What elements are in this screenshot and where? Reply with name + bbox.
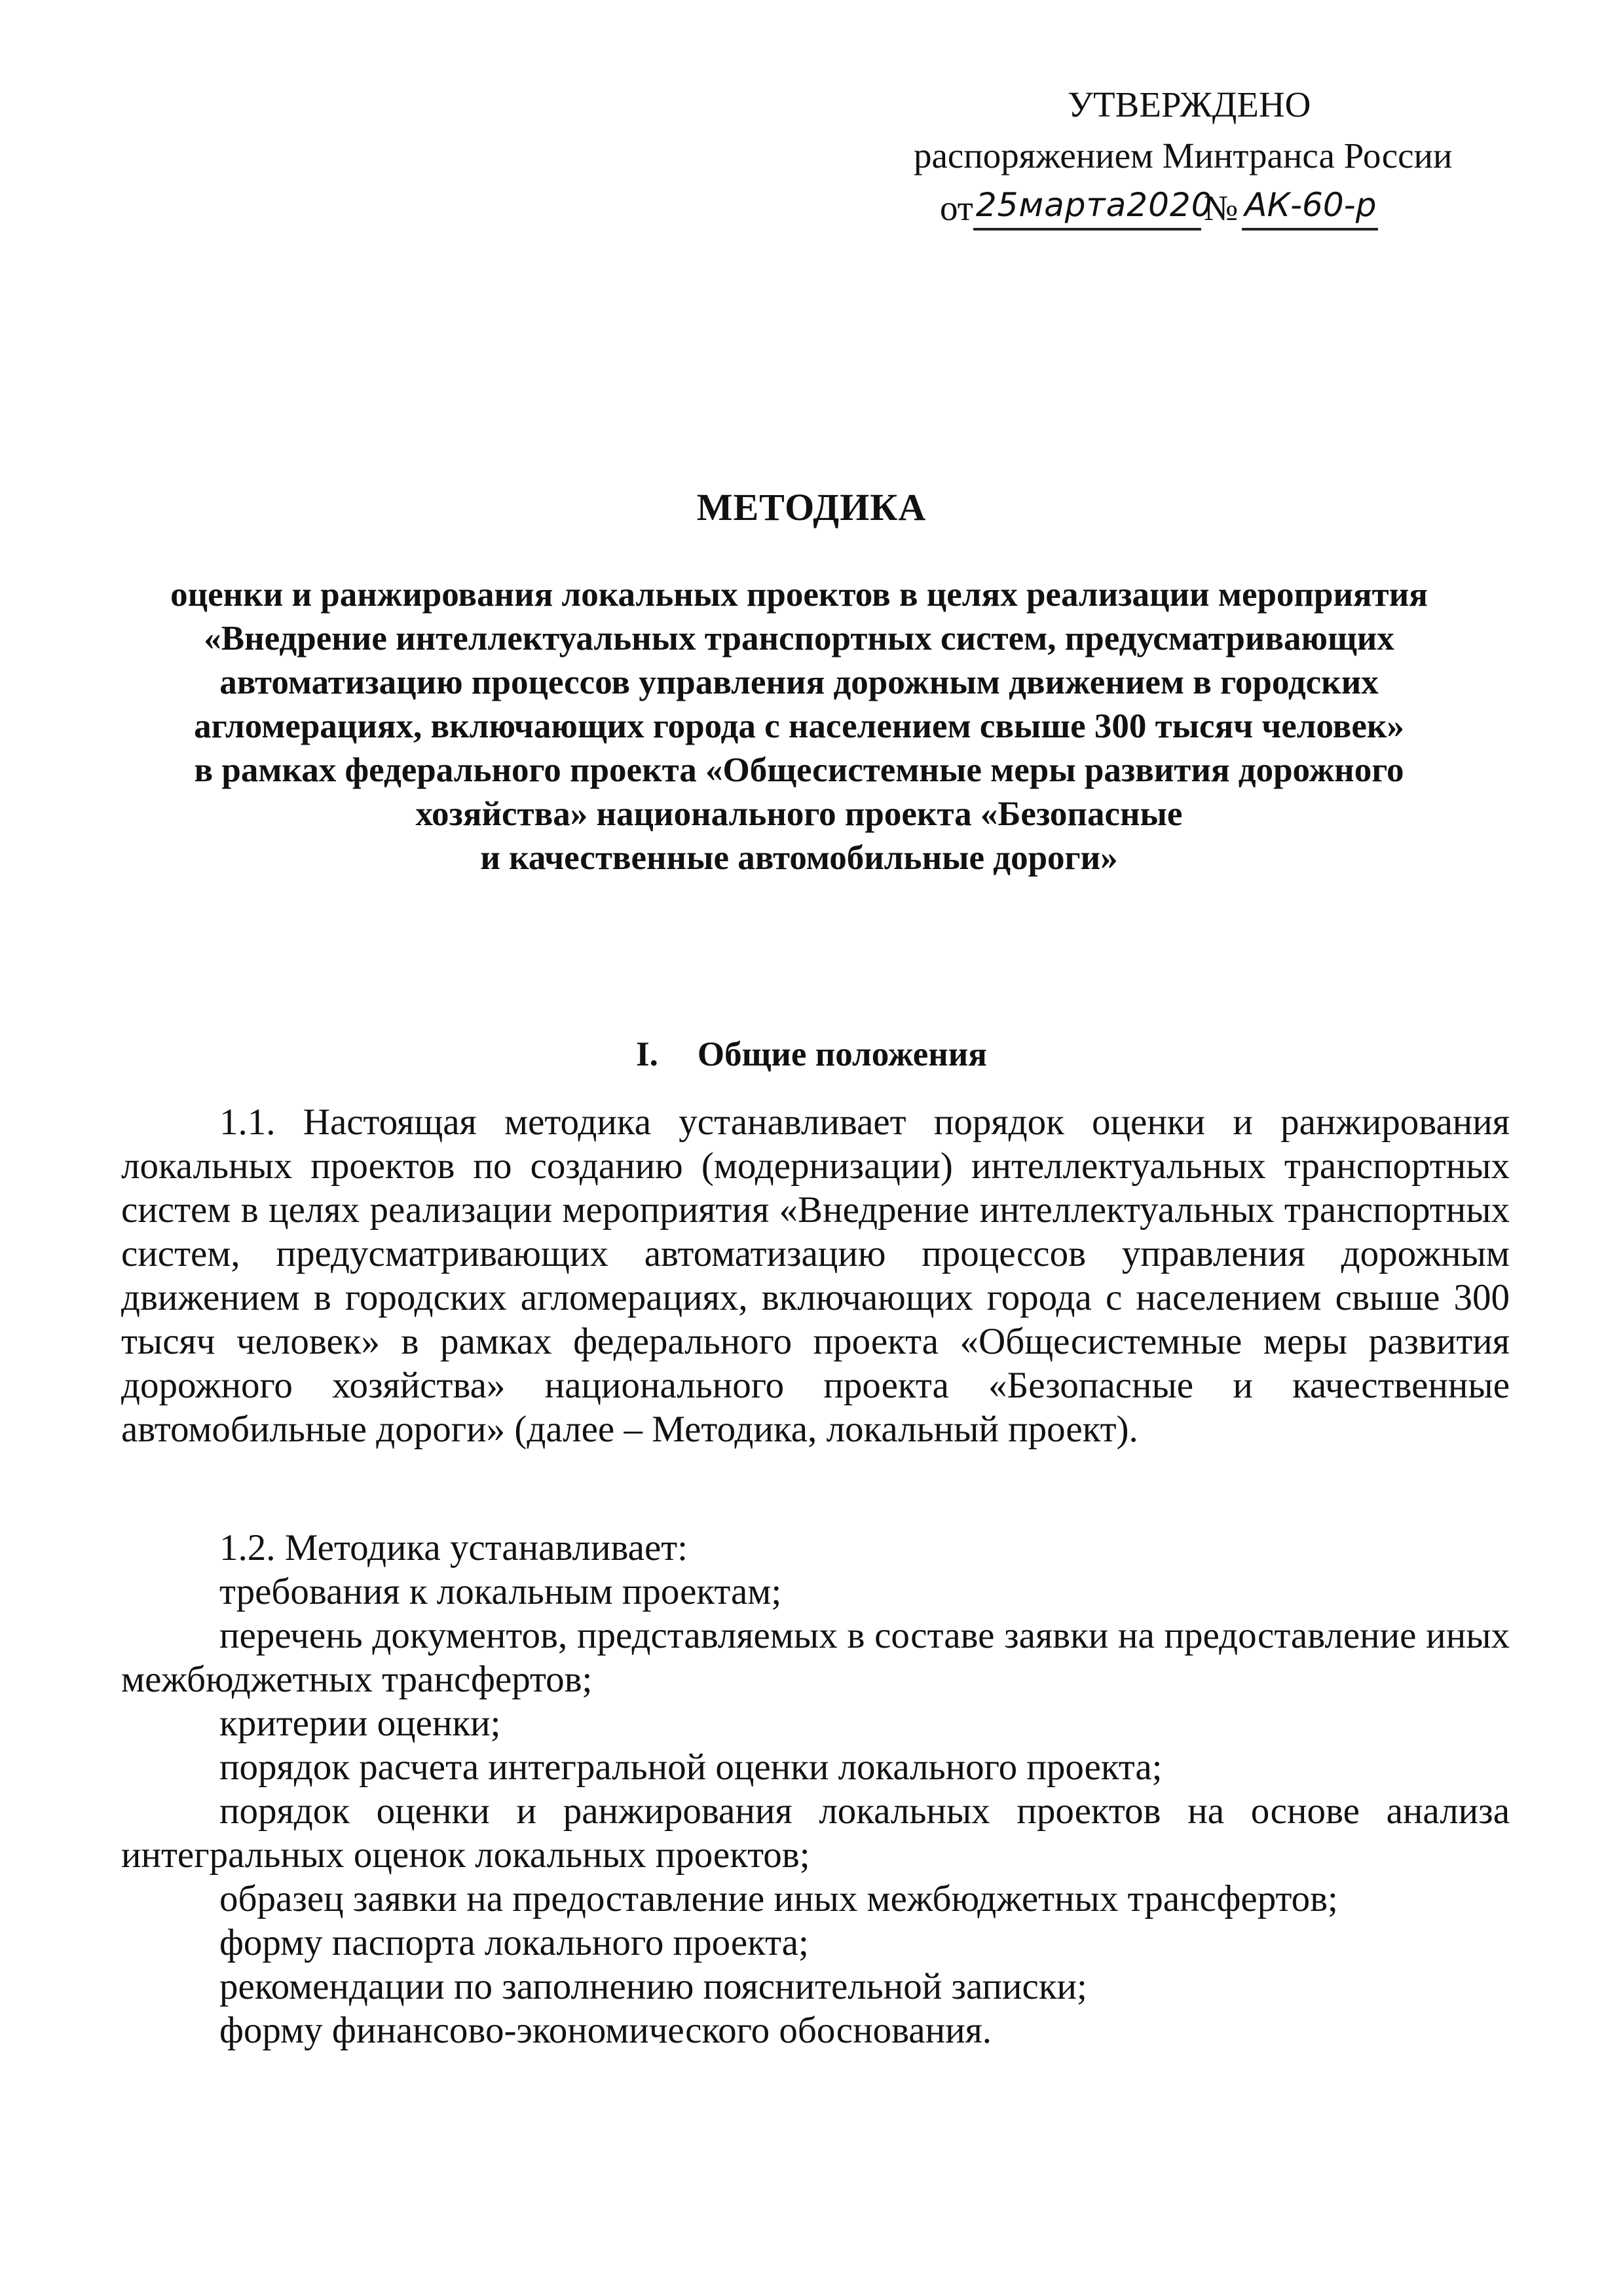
list-item: порядок оценки и ранжирования локальных проектов на основе анализа интегральных оценок локальных проектов;: [121, 1790, 1510, 1876]
list-item: образец заявки на предоставление иных межбюджетных трансфертов;: [219, 1878, 1338, 1919]
subtitle-line: агломерациях, включающих города с населением свыше 300 тысяч человек»: [194, 707, 1404, 745]
list-item: порядок расчета интегральной оценки локального проекта;: [219, 1747, 1163, 1788]
list-item: перечень документов, представляемых в составе заявки на предоставление иных межбюджетных трансфертов;: [121, 1615, 1510, 1700]
list-item: форму паспорта локального проекта;: [219, 1922, 809, 1963]
subtitle-line: и качественные автомобильные дороги»: [480, 839, 1118, 877]
date-prefix: от: [940, 188, 973, 228]
handwritten-date: 25марта2020: [973, 182, 1201, 231]
list-item: требования к локальным проектам;: [219, 1571, 782, 1612]
approval-date-line: [940, 182, 1378, 234]
list-item: критерии оценки;: [219, 1703, 501, 1744]
approval-order: распоряжением Минтранса России: [914, 136, 1453, 176]
subtitle-line: хозяйства» национального проекта «Безопасные: [415, 795, 1183, 833]
approval-title: УТВЕРЖДЕНО: [1068, 84, 1311, 124]
subtitle-line: «Внедрение интеллектуальных транспортных систем, предусматривающих: [204, 620, 1394, 657]
number-sign: №: [1203, 188, 1239, 228]
paragraph-1-1: 1.1. Настоящая методика устанавливает порядок оценки и ранжирования локальных проектов по созданию (модернизации) интеллектуальных транспортных систем в целях реализации мероприятия «Внедрение интеллектуальных транспортных систем, предусматривающих автоматизацию процессов управления дорожным движением в городских агломерациях, включающих города с населением свыше 300 тысяч человек» в рамках федерального проекта «Общесистемные меры развития дорожного хозяйства» национального проекта «Безопасные и качественные автомобильные дороги» (далее – Методика, локальный проект).: [121, 1102, 1510, 1450]
section-heading: [0, 1028, 1623, 1081]
section-title: Общие положения: [697, 1035, 987, 1073]
section-number: I.: [636, 1035, 658, 1073]
document-subtitle: [98, 573, 1500, 880]
list-item: рекомендации по заполнению пояснительной записки;: [219, 1966, 1087, 2007]
subtitle-line: автоматизацию процессов управления дорожным движением в городских: [219, 663, 1379, 701]
list-item: форму финансово-экономического обоснования.: [219, 2010, 992, 2051]
subtitle-line: в рамках федерального проекта «Общесистемные меры развития дорожного: [194, 751, 1404, 789]
handwritten-order-number: АК-60-р: [1242, 182, 1378, 231]
paragraph-1-2: 1.2. Методика устанавливает:: [219, 1527, 688, 1568]
subtitle-line: оценки и ранжирования локальных проектов в целях реализации мероприятия: [170, 576, 1428, 614]
methodology-contents-list: [121, 1570, 1510, 2052]
document-title: МЕТОДИКА: [696, 486, 927, 528]
